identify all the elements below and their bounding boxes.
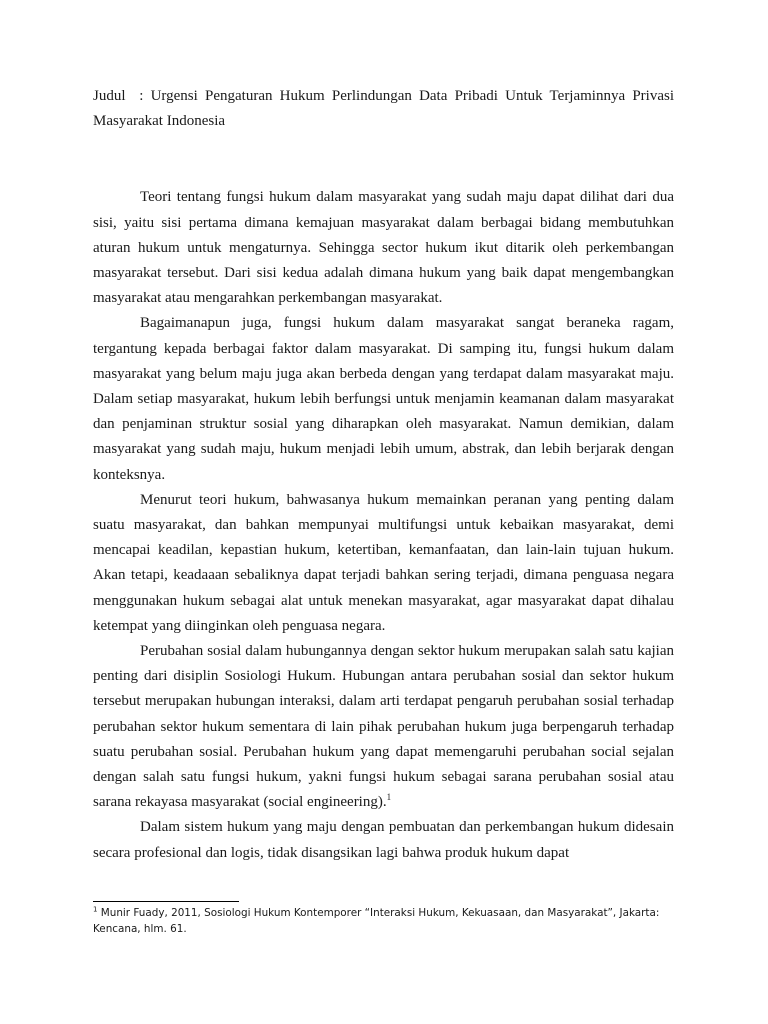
paragraph-4: [93, 639, 674, 815]
paragraph-2: Bagaimanapun juga, fungsi hukum dalam masyarakat sangat beraneka ragam, tergantung kepada berbagai faktor dalam masyarakat. Di samping itu, fungsi hukum dalam masyarakat yang belum maju juga akan berbeda dengan yang terdapat dalam masyarakat maju. Dalam setiap masyarakat, hukum lebih berfungsi untuk menjamin keamanan dalam masyarakat dan penjaminan struktur sosial yang diharapkan oleh masyarakat. Namun demikian, dalam masyarakat yang sudah maju, hukum menjadi lebih umum, abstrak, dan lebih berjarak dengan konteksnya.: [93, 315, 674, 483]
footnote-reference[interactable]: 1: [386, 792, 392, 803]
document-title: [93, 84, 674, 134]
paragraph-3: Menurut teori hukum, bahwasanya hukum memainkan peranan yang penting dalam suatu masyarakat, dan bahkan mempunyai multifungsi untuk kebaikan masyarakat, demi mencapai keadilan, kepastian hukum, ketertiban, kemanfaatan, dan lain-lain tujuan hukum. Akan tetapi, keadaaan sebaliknya dapat terjadi bahkan sering terjadi, dimana penguasa negara menggunakan hukum sebagai alat untuk menekan masyarakat, agar masyarakat dapat dihalau ketempat yang diinginkan oleh penguasa negara.: [93, 491, 674, 634]
document-content: [93, 84, 674, 866]
title-text: : Urgensi Pengaturan Hukum Perlindungan Data Pribadi Untuk Terjaminnya Privasi Masyarakat Indonesia: [93, 88, 674, 130]
footnote-separator: [93, 901, 239, 902]
footnote-number: 1: [93, 905, 98, 914]
paragraph-1: Teori tentang fungsi hukum dalam masyarakat yang sudah maju dapat dilihat dari dua sisi, yaitu sisi pertama dimana kemajuan masyarakat dalam berbagai bidang membutuhkan aturan hukum untuk mengaturnya. Sehingga sector hukum ikut ditarik oleh perkembangan masyarakat tersebut. Dari sisi kedua adalah dimana hukum yang baik dapat mengembangkan masyarakat atau mengarahkan perkembangan masyarakat.: [93, 189, 674, 307]
paragraph-4-text: Perubahan sosial dalam hubungannya dengan sektor hukum merupakan salah satu kajian penting dari disiplin Sosiologi Hukum. Hubungan antara perubahan sosial dan sektor hukum tersebut merupakan hubungan interaksi, dalam arti terdapat pengaruh perubahan sosial terhadap perubahan sektor hukum sementara di lain pihak perubahan hukum juga berpengaruh terhadap suatu perubahan sosial. Perubahan hukum yang dapat memengaruhi perubahan social sejalan dengan salah satu fungsi hukum, yakni fungsi hukum sebagai sarana perubahan sosial atau sarana rekayasa masyarakat (social engineering).: [93, 643, 674, 811]
footnote: [93, 905, 674, 937]
body-text: [93, 185, 674, 865]
paragraph-5: Dalam sistem hukum yang maju dengan pembuatan dan perkembangan hukum didesain secara profesional dan logis, tidak disangsikan lagi bahwa produk hukum dapat: [93, 819, 674, 861]
footnote-text: Munir Fuady, 2011, Sosiologi Hukum Kontemporer “Interaksi Hukum, Kekuasaan, dan Masyarakat”, Jakarta: Kencana, hlm. 61.: [93, 907, 660, 935]
title-label: Judul: [93, 88, 126, 104]
